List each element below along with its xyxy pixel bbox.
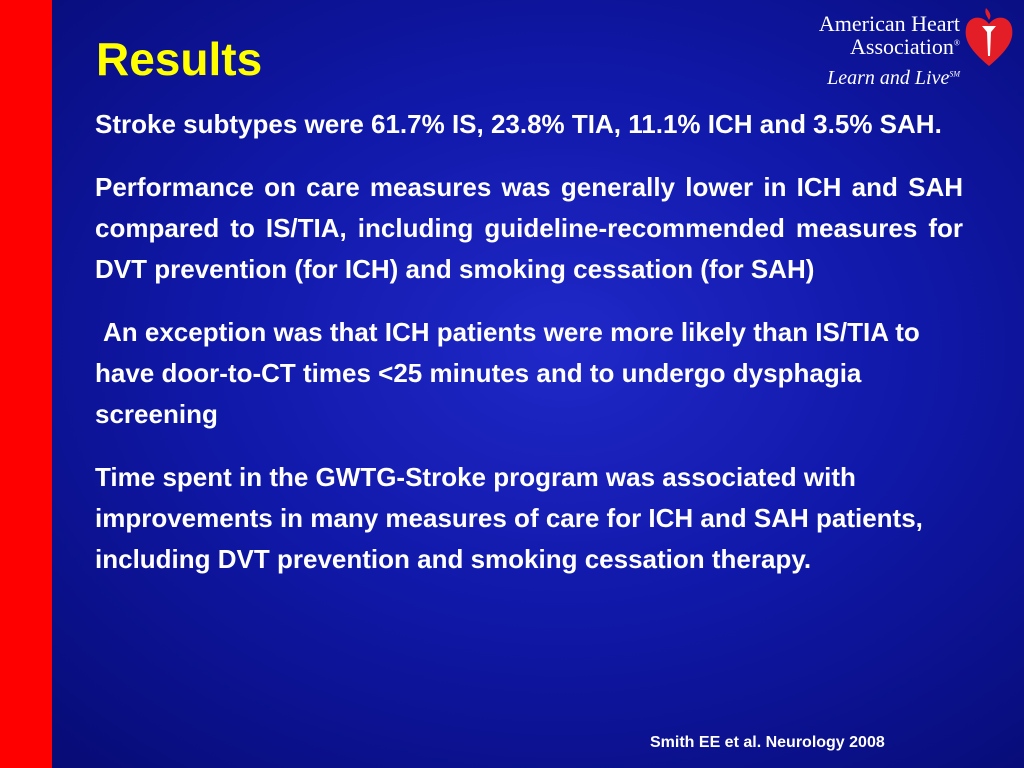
left-accent-bar xyxy=(0,0,52,768)
heart-torch-icon xyxy=(962,4,1016,74)
citation: Smith EE et al. Neurology 2008 xyxy=(650,734,885,751)
slide-title: Results xyxy=(96,33,263,85)
paragraph-performance: Performance on care measures was generally lower in ICH and SAH compared to IS/TIA, including guideline-recommended measures for DVT prevention (for ICH) and smoking cessation (for SAH) xyxy=(95,172,963,284)
aha-logo xyxy=(801,4,1016,100)
paragraph-exception: An exception was that ICH patients were more likely than IS/TIA to have door-to-CT times <25 minutes and to undergo dysphagia screening xyxy=(95,317,920,429)
logo-tagline: Learn and Live℠ xyxy=(827,67,960,90)
logo-name-line1: American Heart xyxy=(818,11,960,36)
logo-name-line2: Association® xyxy=(850,34,960,60)
paragraph-stroke-subtypes: Stroke subtypes were 61.7% IS, 23.8% TIA, 11.1% ICH and 3.5% SAH. xyxy=(95,109,942,139)
slide-body xyxy=(95,104,963,580)
logo-text xyxy=(819,12,960,89)
paragraph-time-spent: Time spent in the GWTG-Stroke program was associated with improvements in many measures of care for ICH and SAH patients, including DVT prevention and smoking cessation therapy. xyxy=(95,462,923,574)
